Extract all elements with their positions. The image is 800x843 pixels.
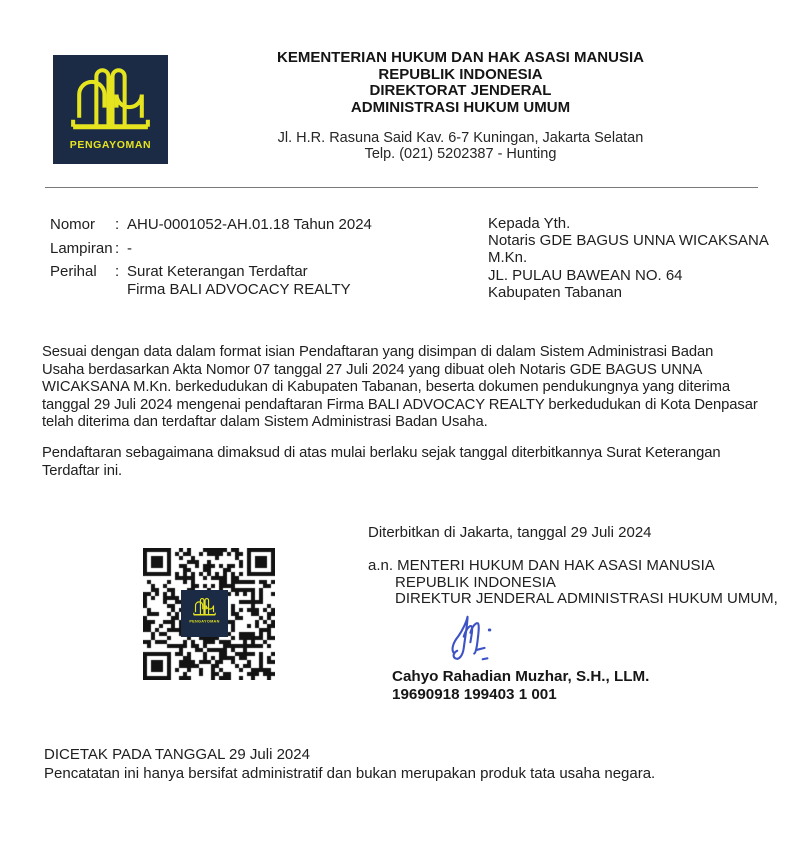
letterhead-line: DIREKTORAT JENDERAL — [369, 82, 552, 100]
body-line: Pendaftaran sebagaimana dimaksud di atas mulai berlaku sejak tanggal diterbitkannya Surat Keterangan — [42, 444, 721, 461]
ref-separator: : — [115, 216, 120, 233]
reference-row-nomor — [50, 216, 372, 233]
reference-block — [50, 216, 372, 304]
footer-note: Pencatatan ini hanya bersifat administratif dan bukan merupakan produk tata usaha negara. — [44, 765, 656, 783]
ref-value-line: Firma BALI ADVOCACY REALTY — [127, 280, 351, 298]
body-line: Sesuai dengan data dalam format isian Pendaftaran yang disimpan di dalam Sistem Administrasi Badan — [42, 344, 714, 360]
ref-separator: : — [115, 239, 120, 257]
body-line: tanggal 29 Juli 2024 mengenai pendaftaran Firma BALI ADVOCACY REALTY berkedudukan di Kota Denpasar — [42, 396, 758, 413]
ministry-logo — [53, 55, 168, 164]
footer-block — [44, 745, 655, 783]
address-line: Telp. (021) 5202387 - Hunting — [364, 146, 557, 163]
signer-name: Cahyo Rahadian Muzhar, S.H., LLM. — [392, 668, 650, 685]
issue-date-line: Diterbitkan di Jakarta, tanggal 29 Juli 2024 — [368, 524, 652, 541]
signer-block — [392, 668, 649, 704]
ref-value — [127, 263, 372, 297]
qr-logo-caption: PENGAYOMAN — [189, 619, 220, 624]
recipient-line: M.Kn. — [488, 249, 528, 267]
letterhead-line: KEMENTERIAN HUKUM DAN HAK ASASI MANUSIA — [277, 49, 644, 66]
letterhead-line: ADMINISTRASI HUKUM UMUM — [350, 98, 571, 116]
pengayoman-emblem-icon — [60, 63, 161, 134]
signing-authority-block — [368, 558, 778, 608]
reference-row-lampiran — [50, 240, 372, 257]
recipient-block — [488, 215, 769, 301]
ref-label: Perihal — [50, 263, 97, 281]
recipient-line: Kepada Yth. — [488, 215, 571, 232]
ref-separator: : — [115, 263, 120, 281]
letterhead — [168, 50, 753, 162]
letterhead-address — [168, 130, 753, 162]
handwritten-signature — [448, 612, 506, 664]
authority-line: a.n. MENTERI HUKUM DAN HAK ASASI MANUSIA — [368, 557, 715, 574]
body-line: Terdaftar ini. — [42, 462, 123, 479]
reference-row-perihal — [50, 263, 372, 297]
address-line: Jl. H.R. Rasuna Said Kav. 6-7 Kuningan, Jakarta Selatan — [277, 130, 644, 147]
qr-code — [143, 548, 275, 680]
logo-caption: PENGAYOMAN — [69, 139, 152, 151]
printed-date-line: DICETAK PADA TANGGAL 29 Juli 2024 — [44, 746, 310, 763]
body-line: telah diterima dan terdaftar dalam Sistem Administrasi Badan Usaha. — [42, 414, 488, 431]
letter-body — [42, 344, 758, 480]
ref-label: Nomor — [50, 216, 96, 233]
ref-value-line: Surat Keterangan Terdaftar — [127, 263, 308, 281]
authority-line: REPUBLIK INDONESIA — [395, 573, 556, 591]
authority-line: DIREKTUR JENDERAL ADMINISTRASI HUKUM UMUM, — [395, 590, 778, 608]
recipient-line: JL. PULAU BAWEAN NO. 64 — [488, 266, 683, 284]
header-divider — [45, 187, 758, 188]
signer-nip: 19690918 199403 1 001 — [392, 685, 557, 703]
body-line: Usaha berdasarkan Akta Nomor 07 tanggal 27 Juli 2024 yang dibuat oleh Notaris GDE BAGUS UNNA — [42, 361, 703, 378]
ref-value: - — [127, 239, 132, 257]
recipient-line: Notaris GDE BAGUS UNNA WICAKSANA — [488, 232, 769, 250]
qr-center-logo-icon — [181, 590, 228, 637]
body-line: WICAKSANA M.Kn. berkedudukan di Kabupaten Tabanan, beserta dokumen pendukungnya yang diterima — [42, 379, 730, 396]
ref-label: Lampiran — [50, 239, 113, 257]
ref-value: AHU-0001052-AH.01.18 Tahun 2024 — [127, 216, 372, 233]
letterhead-line: REPUBLIK INDONESIA — [378, 65, 543, 83]
recipient-line: Kabupaten Tabanan — [488, 283, 623, 301]
